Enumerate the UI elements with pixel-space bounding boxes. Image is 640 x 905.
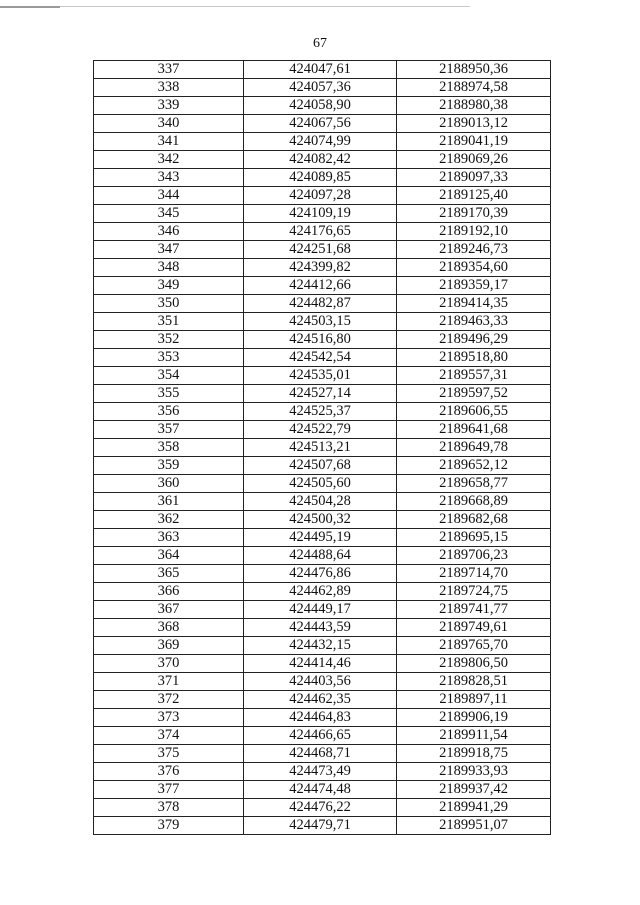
table-row <box>94 637 551 655</box>
table-row <box>94 493 551 511</box>
y-coordinate-cell: 2189557,31 <box>397 367 551 385</box>
x-coordinate-cell: 424513,21 <box>244 439 397 457</box>
y-coordinate-cell: 2189414,35 <box>397 295 551 313</box>
table-row <box>94 313 551 331</box>
x-coordinate-cell: 424462,89 <box>244 583 397 601</box>
point-number-cell: 343 <box>94 169 244 187</box>
point-number-cell: 379 <box>94 817 244 835</box>
x-coordinate-cell: 424479,71 <box>244 817 397 835</box>
x-coordinate-cell: 424527,14 <box>244 385 397 403</box>
x-coordinate-cell: 424082,42 <box>244 151 397 169</box>
x-coordinate-cell: 424488,64 <box>244 547 397 565</box>
x-coordinate-cell: 424474,48 <box>244 781 397 799</box>
point-number-cell: 365 <box>94 565 244 583</box>
y-coordinate-cell: 2189518,80 <box>397 349 551 367</box>
table-row <box>94 403 551 421</box>
x-coordinate-cell: 424476,22 <box>244 799 397 817</box>
y-coordinate-cell: 2189951,07 <box>397 817 551 835</box>
y-coordinate-cell: 2189911,54 <box>397 727 551 745</box>
table-row <box>94 421 551 439</box>
y-coordinate-cell: 2189597,52 <box>397 385 551 403</box>
point-number-cell: 348 <box>94 259 244 277</box>
x-coordinate-cell: 424504,28 <box>244 493 397 511</box>
table-row <box>94 187 551 205</box>
x-coordinate-cell: 424089,85 <box>244 169 397 187</box>
point-number-cell: 363 <box>94 529 244 547</box>
table-row <box>94 115 551 133</box>
x-coordinate-cell: 424057,36 <box>244 79 397 97</box>
y-coordinate-cell: 2189013,12 <box>397 115 551 133</box>
y-coordinate-cell: 2189649,78 <box>397 439 551 457</box>
table-row <box>94 565 551 583</box>
table-row <box>94 295 551 313</box>
x-coordinate-cell: 424476,86 <box>244 565 397 583</box>
table-row <box>94 259 551 277</box>
x-coordinate-cell: 424399,82 <box>244 259 397 277</box>
x-coordinate-cell: 424403,56 <box>244 673 397 691</box>
point-number-cell: 360 <box>94 475 244 493</box>
y-coordinate-cell: 2189682,68 <box>397 511 551 529</box>
table-row <box>94 151 551 169</box>
point-number-cell: 337 <box>94 61 244 79</box>
point-number-cell: 377 <box>94 781 244 799</box>
x-coordinate-cell: 424067,56 <box>244 115 397 133</box>
y-coordinate-cell: 2189097,33 <box>397 169 551 187</box>
point-number-cell: 371 <box>94 673 244 691</box>
x-coordinate-cell: 424449,17 <box>244 601 397 619</box>
x-coordinate-cell: 424058,90 <box>244 97 397 115</box>
point-number-cell: 347 <box>94 241 244 259</box>
point-number-cell: 370 <box>94 655 244 673</box>
point-number-cell: 340 <box>94 115 244 133</box>
x-coordinate-cell: 424542,54 <box>244 349 397 367</box>
x-coordinate-cell: 424432,15 <box>244 637 397 655</box>
point-number-cell: 366 <box>94 583 244 601</box>
x-coordinate-cell: 424412,66 <box>244 277 397 295</box>
y-coordinate-cell: 2189749,61 <box>397 619 551 637</box>
point-number-cell: 350 <box>94 295 244 313</box>
x-coordinate-cell: 424097,28 <box>244 187 397 205</box>
table-row <box>94 439 551 457</box>
table-row <box>94 511 551 529</box>
point-number-cell: 358 <box>94 439 244 457</box>
point-number-cell: 349 <box>94 277 244 295</box>
point-number-cell: 367 <box>94 601 244 619</box>
point-number-cell: 355 <box>94 385 244 403</box>
x-coordinate-cell: 424468,71 <box>244 745 397 763</box>
point-number-cell: 341 <box>94 133 244 151</box>
x-coordinate-cell: 424414,46 <box>244 655 397 673</box>
table-row <box>94 331 551 349</box>
scan-artifact-mark <box>0 6 60 8</box>
y-coordinate-cell: 2189496,29 <box>397 331 551 349</box>
y-coordinate-cell: 2189170,39 <box>397 205 551 223</box>
y-coordinate-cell: 2189724,75 <box>397 583 551 601</box>
y-coordinate-cell: 2189806,50 <box>397 655 551 673</box>
point-number-cell: 356 <box>94 403 244 421</box>
table-row <box>94 169 551 187</box>
table-row <box>94 367 551 385</box>
y-coordinate-cell: 2189192,10 <box>397 223 551 241</box>
y-coordinate-cell: 2189937,42 <box>397 781 551 799</box>
point-number-cell: 345 <box>94 205 244 223</box>
x-coordinate-cell: 424507,68 <box>244 457 397 475</box>
y-coordinate-cell: 2189069,26 <box>397 151 551 169</box>
table-row <box>94 691 551 709</box>
x-coordinate-cell: 424464,83 <box>244 709 397 727</box>
y-coordinate-cell: 2189906,19 <box>397 709 551 727</box>
table-row <box>94 529 551 547</box>
x-coordinate-cell: 424522,79 <box>244 421 397 439</box>
point-number-cell: 359 <box>94 457 244 475</box>
table-row <box>94 61 551 79</box>
point-number-cell: 354 <box>94 367 244 385</box>
x-coordinate-cell: 424443,59 <box>244 619 397 637</box>
point-number-cell: 373 <box>94 709 244 727</box>
table-row <box>94 97 551 115</box>
point-number-cell: 369 <box>94 637 244 655</box>
x-coordinate-cell: 424495,19 <box>244 529 397 547</box>
table-row <box>94 133 551 151</box>
table-row <box>94 619 551 637</box>
point-number-cell: 362 <box>94 511 244 529</box>
y-coordinate-cell: 2189741,77 <box>397 601 551 619</box>
y-coordinate-cell: 2189359,17 <box>397 277 551 295</box>
x-coordinate-cell: 424525,37 <box>244 403 397 421</box>
table-row <box>94 709 551 727</box>
y-coordinate-cell: 2189828,51 <box>397 673 551 691</box>
y-coordinate-cell: 2189765,70 <box>397 637 551 655</box>
point-number-cell: 375 <box>94 745 244 763</box>
x-coordinate-cell: 424516,80 <box>244 331 397 349</box>
point-number-cell: 338 <box>94 79 244 97</box>
point-number-cell: 352 <box>94 331 244 349</box>
table-row <box>94 673 551 691</box>
point-number-cell: 378 <box>94 799 244 817</box>
x-coordinate-cell: 424109,19 <box>244 205 397 223</box>
y-coordinate-cell: 2189941,29 <box>397 799 551 817</box>
point-number-cell: 368 <box>94 619 244 637</box>
x-coordinate-cell: 424176,65 <box>244 223 397 241</box>
table-row <box>94 763 551 781</box>
y-coordinate-cell: 2189246,73 <box>397 241 551 259</box>
y-coordinate-cell: 2189933,93 <box>397 763 551 781</box>
point-number-cell: 353 <box>94 349 244 367</box>
table-row <box>94 601 551 619</box>
table-row <box>94 277 551 295</box>
y-coordinate-cell: 2189041,19 <box>397 133 551 151</box>
table-row <box>94 817 551 835</box>
y-coordinate-cell: 2188980,38 <box>397 97 551 115</box>
y-coordinate-cell: 2189652,12 <box>397 457 551 475</box>
x-coordinate-cell: 424535,01 <box>244 367 397 385</box>
table-row <box>94 583 551 601</box>
y-coordinate-cell: 2189668,89 <box>397 493 551 511</box>
y-coordinate-cell: 2189125,40 <box>397 187 551 205</box>
table-row <box>94 745 551 763</box>
x-coordinate-cell: 424462,35 <box>244 691 397 709</box>
point-number-cell: 374 <box>94 727 244 745</box>
point-number-cell: 372 <box>94 691 244 709</box>
table-row <box>94 475 551 493</box>
y-coordinate-cell: 2189658,77 <box>397 475 551 493</box>
point-number-cell: 376 <box>94 763 244 781</box>
x-coordinate-cell: 424074,99 <box>244 133 397 151</box>
x-coordinate-cell: 424505,60 <box>244 475 397 493</box>
y-coordinate-cell: 2189706,23 <box>397 547 551 565</box>
y-coordinate-cell: 2188974,58 <box>397 79 551 97</box>
table-row <box>94 727 551 745</box>
table-row <box>94 799 551 817</box>
coordinates-table-body <box>94 61 551 835</box>
table-row <box>94 223 551 241</box>
y-coordinate-cell: 2189354,60 <box>397 259 551 277</box>
y-coordinate-cell: 2189714,70 <box>397 565 551 583</box>
y-coordinate-cell: 2189695,15 <box>397 529 551 547</box>
point-number-cell: 364 <box>94 547 244 565</box>
table-row <box>94 457 551 475</box>
point-number-cell: 342 <box>94 151 244 169</box>
table-row <box>94 781 551 799</box>
table-row <box>94 385 551 403</box>
x-coordinate-cell: 424466,65 <box>244 727 397 745</box>
y-coordinate-cell: 2189606,55 <box>397 403 551 421</box>
point-number-cell: 339 <box>94 97 244 115</box>
x-coordinate-cell: 424473,49 <box>244 763 397 781</box>
y-coordinate-cell: 2188950,36 <box>397 61 551 79</box>
point-number-cell: 344 <box>94 187 244 205</box>
table-row <box>94 79 551 97</box>
coordinates-table <box>93 60 551 835</box>
scan-artifact-line <box>0 6 470 7</box>
x-coordinate-cell: 424047,61 <box>244 61 397 79</box>
table-row <box>94 241 551 259</box>
x-coordinate-cell: 424503,15 <box>244 313 397 331</box>
point-number-cell: 357 <box>94 421 244 439</box>
y-coordinate-cell: 2189918,75 <box>397 745 551 763</box>
x-coordinate-cell: 424500,32 <box>244 511 397 529</box>
y-coordinate-cell: 2189641,68 <box>397 421 551 439</box>
y-coordinate-cell: 2189463,33 <box>397 313 551 331</box>
x-coordinate-cell: 424482,87 <box>244 295 397 313</box>
table-row <box>94 655 551 673</box>
x-coordinate-cell: 424251,68 <box>244 241 397 259</box>
table-row <box>94 349 551 367</box>
page-number: 67 <box>313 36 327 51</box>
point-number-cell: 361 <box>94 493 244 511</box>
table-row <box>94 205 551 223</box>
y-coordinate-cell: 2189897,11 <box>397 691 551 709</box>
table-row <box>94 547 551 565</box>
point-number-cell: 346 <box>94 223 244 241</box>
point-number-cell: 351 <box>94 313 244 331</box>
